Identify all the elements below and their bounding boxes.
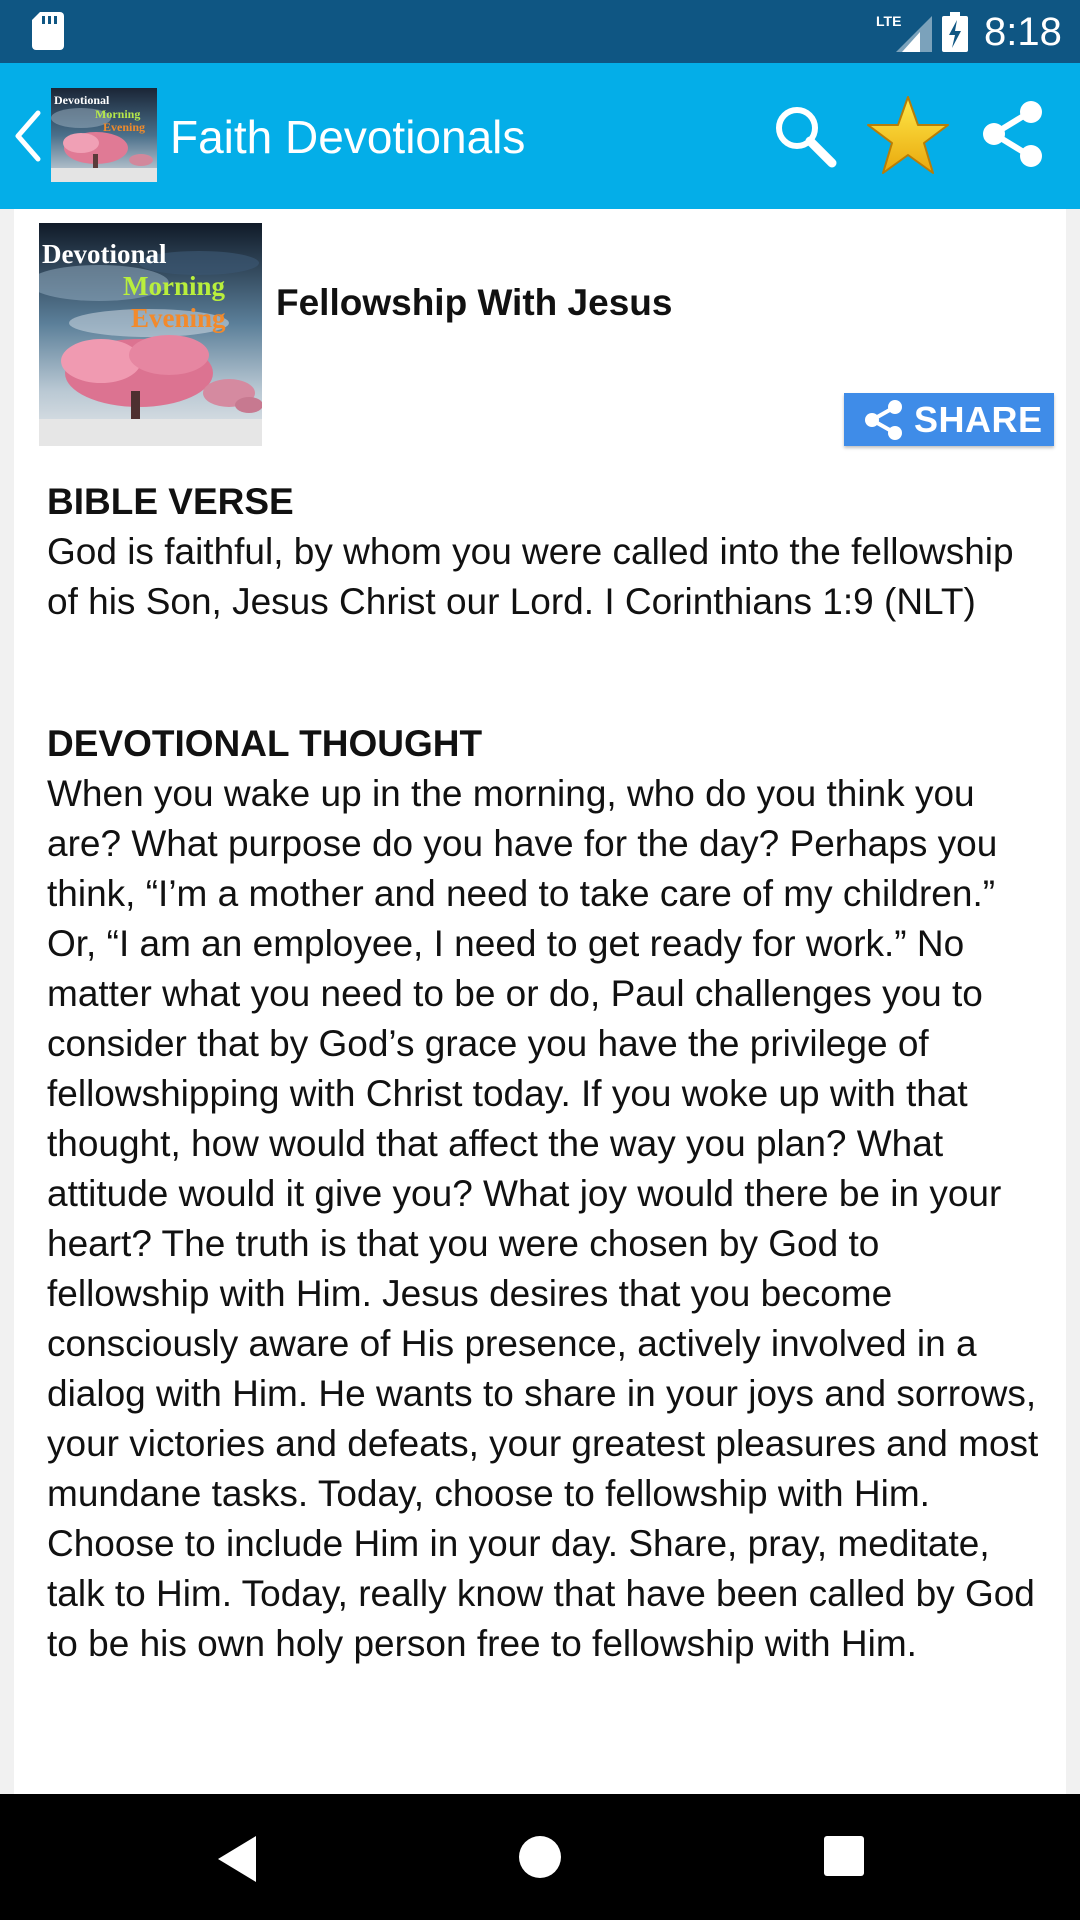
nav-back-icon[interactable] <box>212 1832 262 1886</box>
battery-charging-icon <box>942 12 968 52</box>
devotional-thumbnail <box>39 223 262 446</box>
thumbnail-line2: Morning <box>123 271 226 301</box>
content-margin-right <box>1066 209 1080 1794</box>
svg-text:LTE: LTE <box>876 13 902 29</box>
content-margin-left <box>0 209 14 1794</box>
sd-card-icon <box>32 12 64 50</box>
devotional-thought-text: When you wake up in the morning, who do you think you are? What purpose do you have for the day? Perhaps you think, “I’m a mother and need to take care of my children.” Or, “I am an employee, I need to get ready for work.” No matter what you need to be or do, Paul challenges you to consider that by God’s grace you have the privilege of fellowshipping with Christ today. If you woke up with that thought, how would that affect the way you plan? What attitude would it give you? What joy would there be in your heart? The truth is that you were chosen by God to fellowship with Him. Jesus desires that you become consciously aware of His presence, actively involved in a dialog with Him. He wants to share in your joys and sorrows, your victories and defeats, your greatest pleasures and most mundane tasks. Today, choose to fellowship with Him. Choose to include Him in your day. Share, pray, meditate, talk to Him. Today, really know that have been called by God to be his own holy person free to fellowship with Him. <box>47 773 1039 1664</box>
bible-verse-section <box>47 477 1047 627</box>
share-icon <box>862 398 906 442</box>
system-nav-bar <box>0 1794 1080 1920</box>
bible-verse-text: God is faithful, by whom you were called into the fellowship of his Son, Jesus Christ our Lord. I Corinthians 1:9 (NLT) <box>47 531 1014 622</box>
status-bar <box>0 0 1080 63</box>
devotional-content <box>14 209 1066 1794</box>
thumbnail-line1: Devotional <box>42 239 167 269</box>
devotional-title: Fellowship With Jesus <box>276 282 673 323</box>
devotional-thought-heading: DEVOTIONAL THOUGHT <box>47 723 483 764</box>
devotional-thought-section <box>47 719 1047 1669</box>
lte-signal-icon <box>876 12 932 52</box>
logo-line2: Morning <box>95 107 141 121</box>
bible-verse-heading: BIBLE VERSE <box>47 481 294 522</box>
app-title: Faith Devotionals <box>170 111 526 163</box>
devotional-thumbnail-image <box>39 223 262 446</box>
star-icon[interactable] <box>866 95 950 175</box>
back-arrow-icon[interactable] <box>6 103 52 169</box>
status-time: 8:18 <box>984 10 1062 54</box>
app-bar <box>0 63 1080 209</box>
search-icon[interactable] <box>770 101 840 171</box>
share-button[interactable] <box>844 393 1054 446</box>
app-logo-image <box>51 88 157 182</box>
logo-line1: Devotional <box>54 93 110 107</box>
nav-recents-icon[interactable] <box>822 1834 866 1878</box>
nav-home-icon[interactable] <box>516 1830 564 1884</box>
logo-line3: Evening <box>103 120 146 134</box>
share-button-label: SHARE <box>914 398 1043 440</box>
app-logo[interactable] <box>51 88 157 182</box>
thumbnail-line3: Evening <box>131 303 226 333</box>
share-icon[interactable] <box>980 99 1046 169</box>
